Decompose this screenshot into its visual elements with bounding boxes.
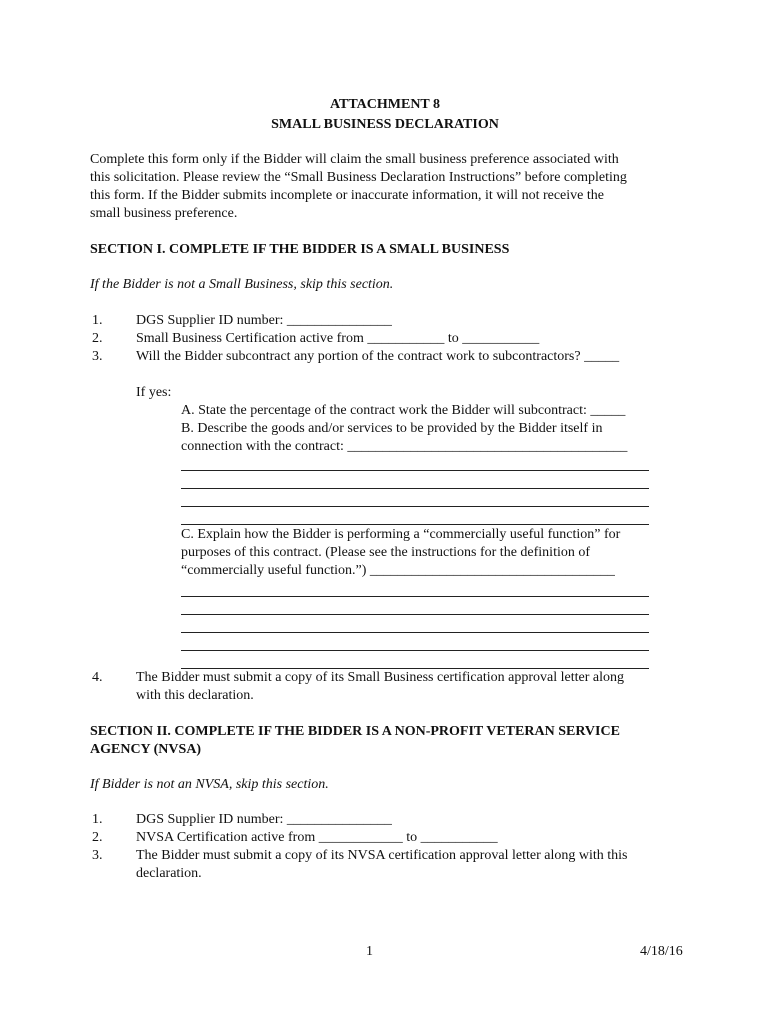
intro-line: this solicitation. Please review the “Small Business Declaration Instructions” before completing [90,170,627,185]
item-number: 1. [92,313,103,328]
document-title: ATTACHMENT 8 [329,97,441,112]
subcontract-question-field[interactable]: Will the Bidder subcontract any portion of the contract work to subcontractors? _____ [136,349,620,364]
commercially-useful-field[interactable]: “commercially useful function.”) ___________________________________ [181,563,615,578]
item-number: 2. [92,830,103,845]
goods-services-blank-line[interactable] [181,470,649,471]
goods-services-field[interactable]: connection with the contract: ________________________________________ [181,439,628,454]
intro-line: small business preference. [90,206,238,221]
revision-date: 4/18/16 [640,944,683,959]
item-number: 3. [92,848,103,863]
if-yes-label: If yes: [136,385,172,400]
commercially-useful-blank-line[interactable] [181,650,649,651]
goods-services-blank-line[interactable] [181,524,649,525]
item-number: 3. [92,349,103,364]
section-2-heading: SECTION II. COMPLETE IF THE BIDDER IS A NON-PROFIT VETERAN SERVICE [90,724,620,739]
commercially-useful-label: C. Explain how the Bidder is performing a “commercially useful function” for [181,527,621,542]
page-number: 1 [366,944,373,959]
document-subtitle: SMALL BUSINESS DECLARATION [271,117,499,132]
goods-services-blank-line[interactable] [181,488,649,489]
goods-services-label: B. Describe the goods and/or services to be provided by the Bidder itself in [181,421,603,436]
section-2-heading: AGENCY (NVSA) [90,742,202,757]
nvsa-supplier-id-field[interactable]: DGS Supplier ID number: _______________ [136,812,392,827]
certification-letter-note: with this declaration. [136,688,254,703]
section-1-heading: SECTION I. COMPLETE IF THE BIDDER IS A SMALL BUSINESS [90,242,510,257]
supplier-id-field[interactable]: DGS Supplier ID number: _______________ [136,313,392,328]
item-number: 2. [92,331,103,346]
intro-line: this form. If the Bidder submits incomplete or inaccurate information, it will not receive the [90,188,604,203]
commercially-useful-blank-line[interactable] [181,596,649,597]
section-1-skip-note: If the Bidder is not a Small Business, skip this section. [90,277,394,292]
section-2-skip-note: If Bidder is not an NVSA, skip this section. [90,777,329,792]
nvsa-certification-dates-field[interactable]: NVSA Certification active from ____________ to ___________ [136,830,498,845]
item-number: 1. [92,812,103,827]
nvsa-letter-note: The Bidder must submit a copy of its NVSA certification approval letter along with this [136,848,628,863]
commercially-useful-blank-line[interactable] [181,614,649,615]
nvsa-letter-note: declaration. [136,866,202,881]
item-number: 4. [92,670,103,685]
goods-services-blank-line[interactable] [181,506,649,507]
certification-dates-field[interactable]: Small Business Certification active from ___________ to ___________ [136,331,540,346]
commercially-useful-label: purposes of this contract. (Please see the instructions for the definition of [181,545,591,560]
commercially-useful-blank-line[interactable] [181,632,649,633]
subcontract-percentage-field[interactable]: A. State the percentage of the contract work the Bidder will subcontract: _____ [181,403,626,418]
certification-letter-note: The Bidder must submit a copy of its Small Business certification approval letter along [136,670,624,685]
intro-line: Complete this form only if the Bidder will claim the small business preference associated with [90,152,619,167]
